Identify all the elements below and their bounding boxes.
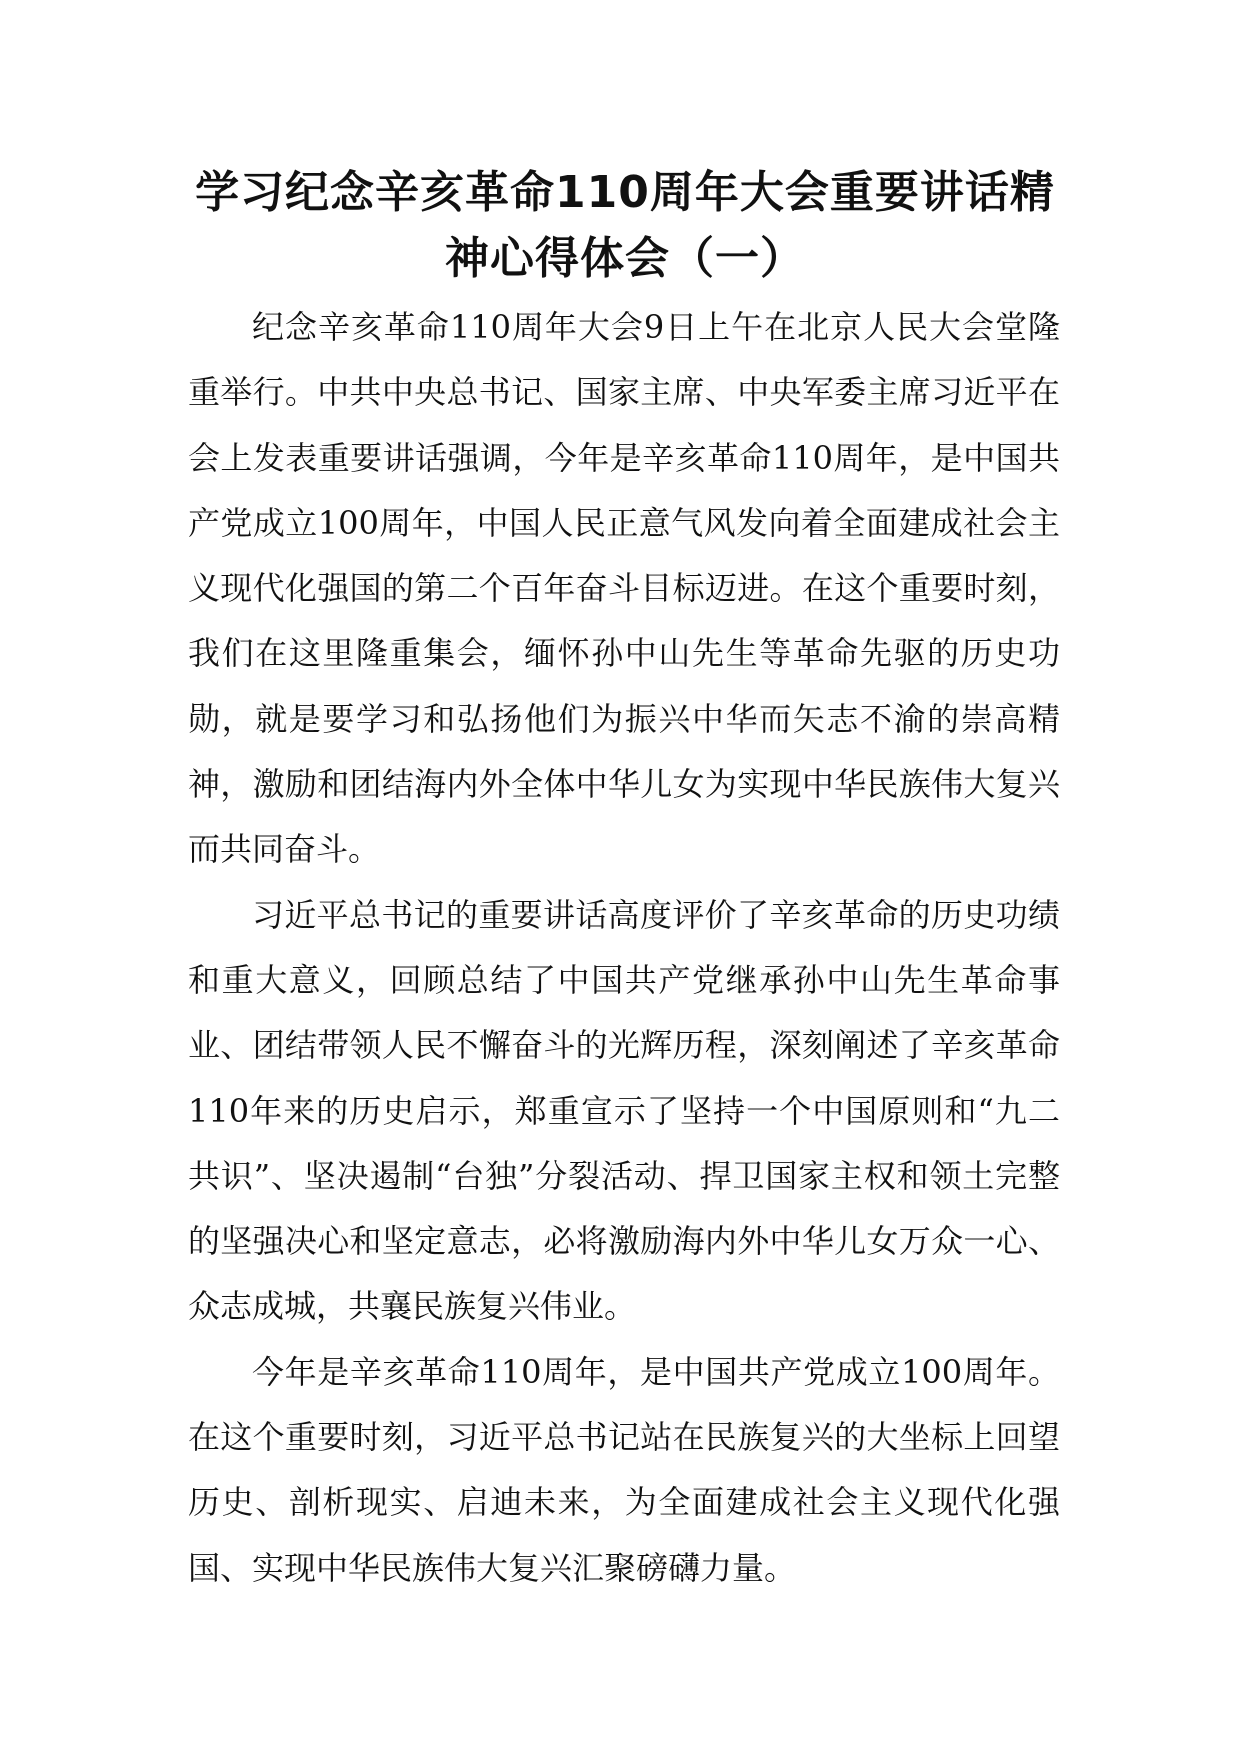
paragraph-3: 今年是辛亥革命110周年，是中国共产党成立100周年。在这个重要时刻，习近平总书记站在民族复兴的大坐标上回望历史、剖析现实、启迪未来，为全面建成社会主义现代化强国、实现中华民族伟大复兴汇聚磅礴力量。 [188,1352,1060,1587]
document-body [188,295,1060,1601]
document-title: 学习纪念辛亥革命110周年大会重要讲话精神心得体会（一） [195,167,1055,284]
paragraph-2: 习近平总书记的重要讲话高度评价了辛亥革命的历史功绩和重大意义，回顾总结了中国共产党继承孙中山先生革命事业、团结带领人民不懈奋斗的光辉历程，深刻阐述了辛亥革命110年来的历史启示，郑重宣示了坚持一个中国原则和“九二共识”、坚决遏制“台独”分裂活动、捍卫国家主权和领土完整的坚强决心和坚定意志，必将激励海内外中华儿女万众一心、众志成城，共襄民族复兴伟业。 [188,895,1060,1326]
paragraph-1: 纪念辛亥革命110周年大会9日上午在北京人民大会堂隆重举行。中共中央总书记、国家主席、中央军委主席习近平在会上发表重要讲话强调，今年是辛亥革命110周年，是中国共产党成立100周年，中国人民正意气风发向着全面建成社会主义现代化强国的第二个百年奋斗目标迈进。在这个重要时刻，我们在这里隆重集会，缅怀孙中山先生等革命先驱的历史功勋，就是要学习和弘扬他们为振兴中华而矢志不渝的崇高精神，激励和团结海内外全体中华儿女为实现中华民族伟大复兴而共同奋斗。 [188,308,1060,869]
